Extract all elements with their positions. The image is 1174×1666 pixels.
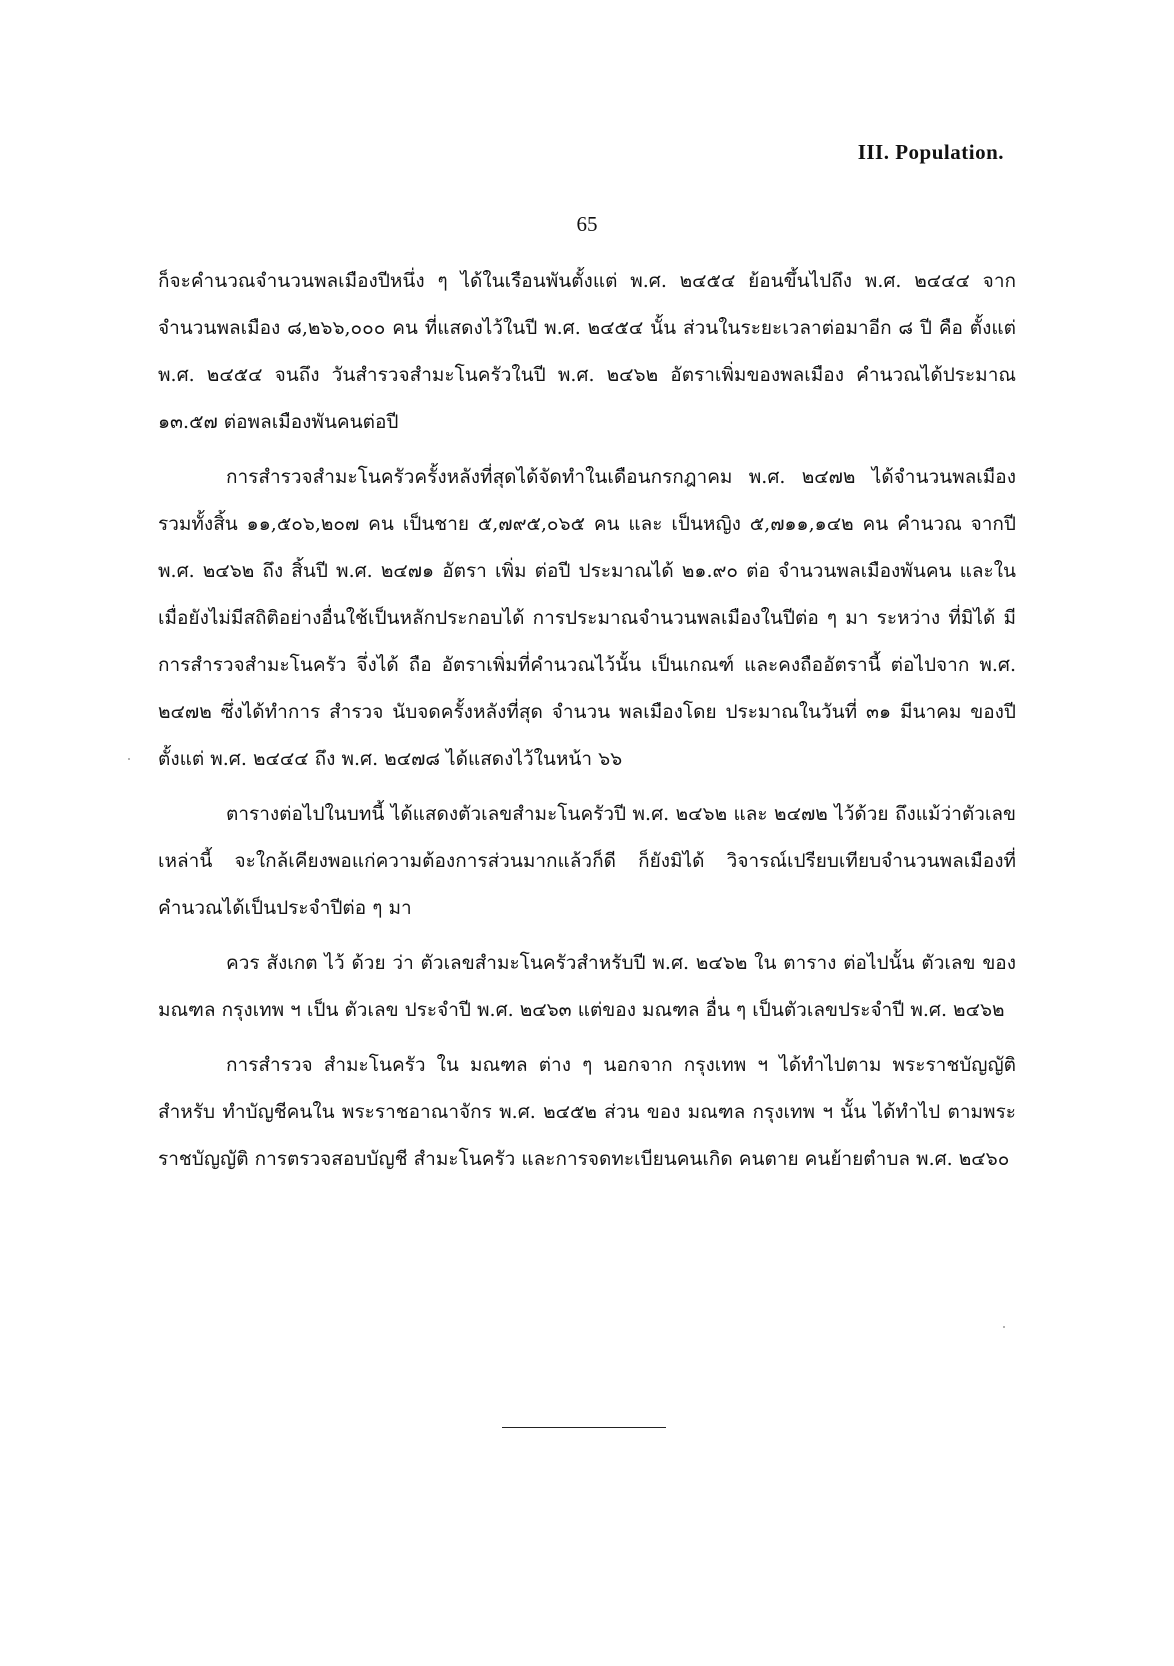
scan-speck	[1003, 1326, 1005, 1328]
scan-speck	[128, 758, 130, 760]
paragraph-4: ควร สังเกต ไว้ ด้วย ว่า ตัวเลขสำมะโนครัวสำหรับปี พ.ศ. ๒๔๖๒ ใน ตาราง ต่อไปนั้น ตัวเลข ของมณฑล กรุงเทพ ฯ เป็น ตัวเลข ประจำปี พ.ศ. ๒๔๖๓ แต่ของ มณฑล อื่น ๆ เป็นตัวเลขประจำปี พ.ศ. ๒๔๖๒	[158, 952, 1016, 1021]
end-of-section-rule	[502, 1427, 666, 1428]
section-title: III. Population.	[857, 140, 1004, 164]
body-text	[158, 258, 1016, 1183]
paragraph-5: การสำรวจ สำมะโนครัว ใน มณฑล ต่าง ๆ นอกจาก กรุงเทพ ฯ ได้ทำไปตาม พระราชบัญญัติ สำหรับ ทำบัญชีคนใน พระราชอาณาจักร พ.ศ. ๒๔๕๒ ส่วน ของ มณฑล กรุงเทพ ฯ นั้น ได้ทำไป ตามพระราชบัญญัติ การตรวจสอบบัญชี สำมะโนครัว และการจดทะเบียนคนเกิด คนตาย คนย้ายตำบล พ.ศ. ๒๔๖๐	[158, 1054, 1016, 1170]
page-number: 65	[576, 212, 598, 236]
paragraph-3: ตารางต่อไปในบทนี้ ได้แสดงตัวเลขสำมะโนครัวปี พ.ศ. ๒๔๖๒ และ ๒๔๗๒ ไว้ด้วย ถึงแม้ว่าตัวเลขเหล่านี้ จะใกล้เคียงพอแก่ความต้องการส่วนมากแล้วก็ดี ก็ยังมิได้ วิจารณ์เปรียบเทียบจำนวนพลเมืองที่คำนวณได้เป็นประจำปีต่อ ๆ มา	[158, 803, 1016, 919]
paragraph-1: ก็จะคำนวณจำนวนพลเมืองปีหนึ่ง ๆ ได้ในเรือนพันตั้งแต่ พ.ศ. ๒๔๕๔ ย้อนขึ้นไปถึง พ.ศ. ๒๔๔๔ จากจำนวนพลเมือง ๘,๒๖๖,๐๐๐ คน ที่แสดงไว้ในปี พ.ศ. ๒๔๕๔ นั้น ส่วนในระยะเวลาต่อมาอีก ๘ ปี คือ ตั้งแต่ พ.ศ. ๒๔๕๔ จนถึง วันสำรวจสำมะโนครัวในปี พ.ศ. ๒๔๖๒ อัตราเพิ่มของพลเมือง คำนวณได้ประมาณ ๑๓.๕๗ ต่อพลเมืองพันคนต่อปี	[158, 270, 1016, 433]
paragraph-2: การสำรวจสำมะโนครัวครั้งหลังที่สุดได้จัดทำในเดือนกรกฎาคม พ.ศ. ๒๔๗๒ ได้จำนวนพลเมือง รวมทั้งสิ้น ๑๑,๕๐๖,๒๐๗ คน เป็นชาย ๕,๗๙๕,๐๖๕ คน และ เป็นหญิง ๕,๗๑๑,๑๔๒ คน คำนวณ จากปี พ.ศ. ๒๔๖๒ ถึง สิ้นปี พ.ศ. ๒๔๗๑ อัตรา เพิ่ม ต่อปี ประมาณได้ ๒๑.๙๐ ต่อ จำนวนพลเมืองพันคน และในเมื่อยังไม่มีสถิติอย่างอื่นใช้เป็นหลักประกอบได้ การประมาณจำนวนพลเมืองในปีต่อ ๆ มา ระหว่าง ที่มิได้ มีการสำรวจสำมะโนครัว จึ่งได้ ถือ อัตราเพิ่มที่คำนวณไว้นั้น เป็นเกณฑ์ และคงถืออัตรานี้ ต่อไปจาก พ.ศ. ๒๔๗๒ ซึ่งได้ทำการ สำรวจ นับจดครั้งหลังที่สุด จำนวน พลเมืองโดย ประมาณในวันที่ ๓๑ มีนาคม ของปี ตั้งแต่ พ.ศ. ๒๔๔๔ ถึง พ.ศ. ๒๔๗๘ ได้แสดงไว้ในหน้า ๖๖	[158, 466, 1016, 770]
